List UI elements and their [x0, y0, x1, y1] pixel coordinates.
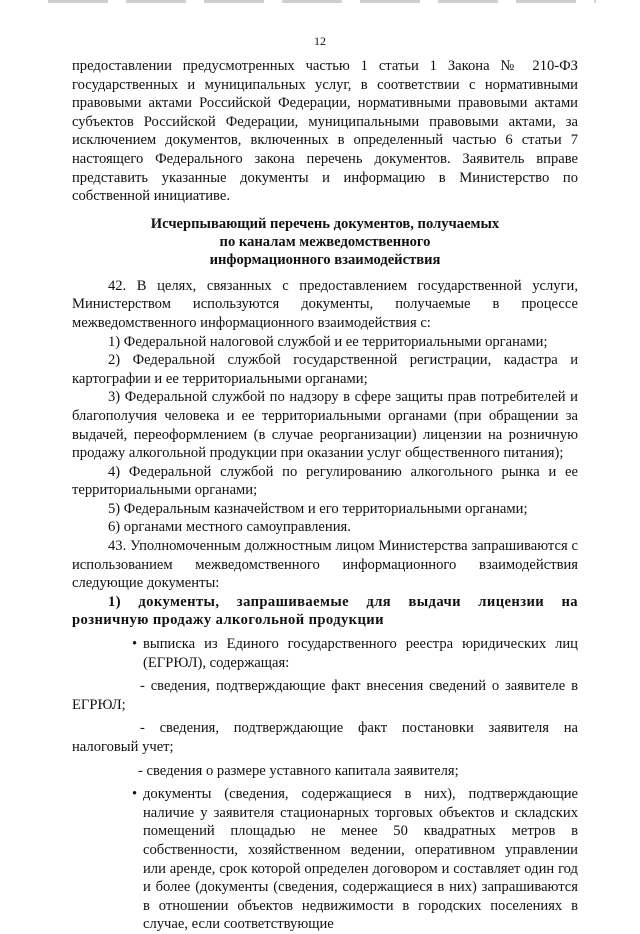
paragraph-43: 43. Уполномоченным должностным лицом Министерства запрашиваются с использованием межведомственного информационного взаимодействия следующие документы: [72, 538, 578, 592]
heading-line-1: Исчерпывающий перечень документов, получаемых [150, 215, 500, 232]
agency-item-1: 1) Федеральной налоговой службой и ее территориальными органами; [108, 333, 548, 350]
scan-top-edge [48, 0, 596, 3]
documents-subheading: 1) документы, запрашиваемые для выдачи лицензии на розничную продажу алкогольной продукции [72, 593, 578, 629]
bullet-premises-documents [132, 785, 578, 934]
bullet-icon: • [132, 636, 138, 653]
agency-item-4: 4) Федеральной службой по регулированию алкогольного рынка и ее территориальными органами; [72, 463, 578, 499]
bullet-egrul-extract [132, 635, 578, 672]
agency-item-3: 3) Федеральной службой по надзору в сфере защиты прав потребителей и благополучия человека и ее территориальными органами (при обращении за выдачей, переоформлением (в случае реорганизации) лицензии на розничную продажу алкогольной продукции при оказании услуг общественного питания); [72, 389, 578, 462]
document-body [72, 57, 578, 934]
page-number: 12 [314, 34, 326, 48]
section-heading [72, 215, 578, 269]
dash-item-capital: - сведения о размере уставного капитала заявителя; [138, 762, 459, 779]
agency-item-6: 6) органами местного самоуправления. [108, 519, 351, 536]
intro-paragraph: предоставлении предусмотренных частью 1 статьи 1 Закона № 210-ФЗ государственных и муниципальных услуг, в соответствии с нормативными правовыми актами Российской Федерации, нормативными правовыми актами субъектов Российской Федерации, муниципальными правовыми актами, за исключением документов, включенных в определенный частью 6 статьи 7 настоящего Федерального закона перечень документов. Заявитель вправе представить указанные документы и информацию в Министерство по собственной инициативе. [72, 58, 578, 205]
agency-item-2: 2) Федеральной службой государственной регистрации, кадастра и картографии и ее территориальными органами; [72, 352, 578, 387]
bullet-icon: • [132, 786, 138, 803]
heading-line-2: по каналам межведомственного [219, 233, 431, 250]
bullet-text: выписка из Единого государственного реестра юридических лиц (ЕГРЮЛ), содержащая: [143, 636, 578, 671]
agency-item-5: 5) Федеральным казначейством и его территориальными органами; [108, 500, 528, 517]
dash-item-egrul: - сведения, подтверждающие факт внесения сведений о заявителе в ЕГРЮЛ; [72, 678, 578, 713]
bullet-text: документы (сведения, содержащиеся в них), подтверждающие наличие у заявителя стационарных торговых объектов и складских помещений площадью не менее 50 квадратных метров в собственности, хозяйственном ведении, оперативном управлении или аренде, срок которой определен договором и составляет один год и более (документы (сведения, содержащиеся в них) запрашиваются в отношении объектов недвижимости в городских поселениях в случае, если соответствующие [143, 786, 578, 933]
dash-item-tax: - сведения, подтверждающие факт постановки заявителя на налоговый учет; [72, 720, 578, 755]
heading-line-3: информационного взаимодействия [209, 251, 441, 268]
paragraph-42: 42. В целях, связанных с предоставлением государственной услуги, Министерством используются документы, получаемые в процессе межведомственного информационного взаимодействия с: [72, 277, 578, 331]
